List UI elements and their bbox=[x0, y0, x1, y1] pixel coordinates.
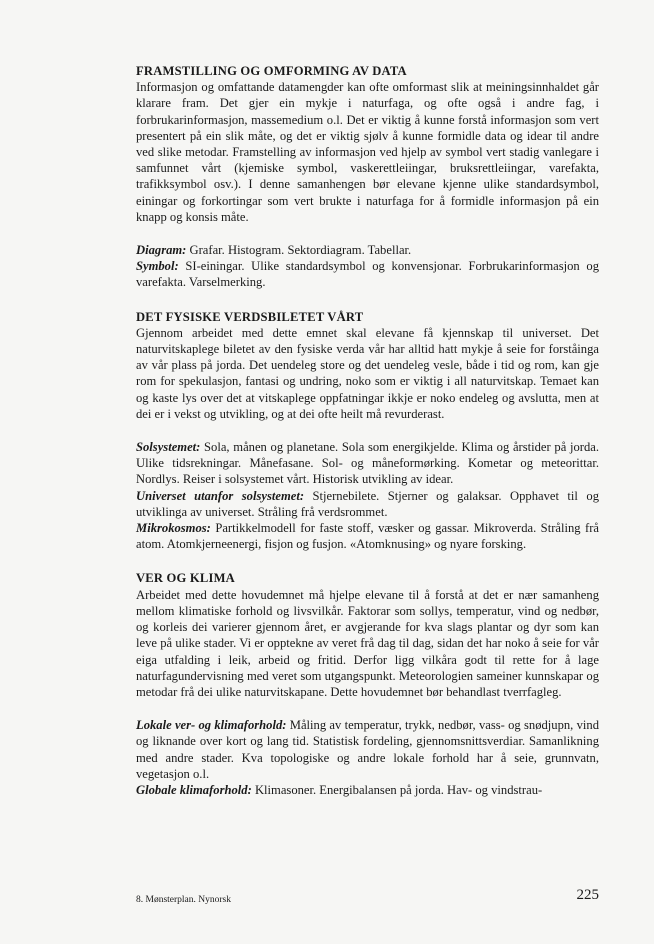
item-term: Diagram: bbox=[136, 243, 187, 258]
section-body: Gjennom arbeidet med dette emnet skal elevane få kjennskap til universet. Det naturvitskaplege biletet av den fysiske verda vår har alltid hatt mykje å seie for forståinga av vår plass på jorda. Det uendeleg store og det uendeleg vesle, både i tid og rom, kan gje rom for spekulasjon, fantasi og undring, noko som er viktig i all naturvitskap. Temaet kan og kaste lys over det at vitskaplege oppfatningar ikkje er noko endeleg og avslutta, men at dei er i vekst og utvikling, og at dei ofte heilt må revurderast. bbox=[136, 325, 599, 421]
section-heading: DET FYSISKE VERDSBILETET VÅRT bbox=[136, 309, 364, 324]
list-item bbox=[136, 488, 599, 520]
item-term: Universet utanfor solsystemet: bbox=[136, 488, 305, 503]
list-item bbox=[136, 242, 599, 258]
item-term: Solsystemet: bbox=[136, 440, 201, 455]
item-text: SI-einingar. Ulike standardsymbol og konvensjonar. Forbrukarinformasjon og varefakta. Varselmerking. bbox=[136, 259, 599, 290]
item-text: Måling av temperatur, trykk, nedbør, vass- og snødjupn, vind og liknande over kort og lang tid. Statistisk fordeling, gjennomsnittsverdiar. Samanlikning med andre stader. Kva topologiske og andre lokale forhold har å seie, grunnvatn, vegetasjon o.l. bbox=[136, 718, 599, 781]
list-item bbox=[136, 717, 599, 782]
item-term: Lokale ver- og klimaforhold: bbox=[136, 718, 287, 733]
page-content bbox=[136, 63, 599, 798]
item-text: Partikkelmodell for faste stoff, væsker og gassar. Mikroverda. Stråling frå atom. Atomkjerneenergi, fisjon og fusjon. «Atomknusing» og nyare forsking. bbox=[136, 521, 599, 552]
footer-source: 8. Mønsterplan. Nynorsk bbox=[136, 895, 231, 905]
page-number: 225 bbox=[576, 887, 599, 903]
item-text: Sola, månen og planetane. Sola som energikjelde. Klima og årstider på jorda. Ulike tidsrekningar. Månefasane. Sol- og måneformørking. Kometar og meteorittar. Nordlys. Reiser i solsystemet vårt. Historisk utvikling av idear. bbox=[136, 440, 599, 487]
section-heading: VER OG KLIMA bbox=[136, 571, 235, 586]
item-text: Grafar. Histogram. Sektordiagram. Tabellar. bbox=[186, 243, 412, 258]
item-term: Mikrokosmos: bbox=[136, 521, 211, 536]
item-text: Stjernebilete. Stjerner og galaksar. Opphavet til og utviklinga av universet. Stråling frå verdsrommet. bbox=[136, 488, 599, 519]
item-text: Klimasoner. Energibalansen på jorda. Hav- og vindstrau- bbox=[251, 782, 543, 797]
section-heading: FRAMSTILLING OG OMFORMING AV DATA bbox=[136, 64, 407, 78]
section-body: Informasjon og omfattande datamengder kan ofte omformast slik at meiningsinnhaldet går klarare fram. Det gjer ein mykje i naturfaga, og ofte også i andre fag, i forbrukarinformasjon, massemedium o.l. Det er viktig å kunne forstå informasjon som vert presentert på ein slik måte, og det er viktig sjølv å kunne formidle data og idear til andre ved slike metodar. Framstelling av informasjon ved hjelp av symbol vert stadig vanlegare i samfunnet vårt (kjemiske symbol, vaskerettleiingar, bruksrettleiingar, varefakta, trafikksymbol osv.). I denne samanhengen bør elevane kjenne ulike standardsymbol, einingar og forkortingar som vert brukte i naturfaga for å formidle informasjon på ein knapp og konsis måte. bbox=[136, 80, 599, 224]
item-term: Globale klimaforhold: bbox=[136, 782, 252, 797]
section-body: Arbeidet med dette hovudemnet må hjelpe elevane til å forstå at det er nær samanheng mellom klimatiske forhold og livsvilkår. Faktorar som sollys, temperatur, vind og nedbør, og korleis dei varierer gjennom året, er avgjerande for kva slags plantar og dyr som kan leve på ulike stader. Vi er opptekne av veret frå dag til dag, sidan det har noko å seie for vår eiga utfalding i leik, arbeid og fritid. Derfor ligg vilkåra godt til rette for å lage naturfagundervisning med veret som utgangspunkt. Meteorologien sameiner kunnskapar og metodar frå dei ulike naturvitskapane. Dette hovudemnet bør behandlast tverrfagleg. bbox=[136, 587, 599, 699]
list-item bbox=[136, 258, 599, 290]
list-item bbox=[136, 439, 599, 488]
list-item bbox=[136, 520, 599, 552]
list-item bbox=[136, 782, 599, 798]
item-term: Symbol: bbox=[136, 259, 179, 274]
